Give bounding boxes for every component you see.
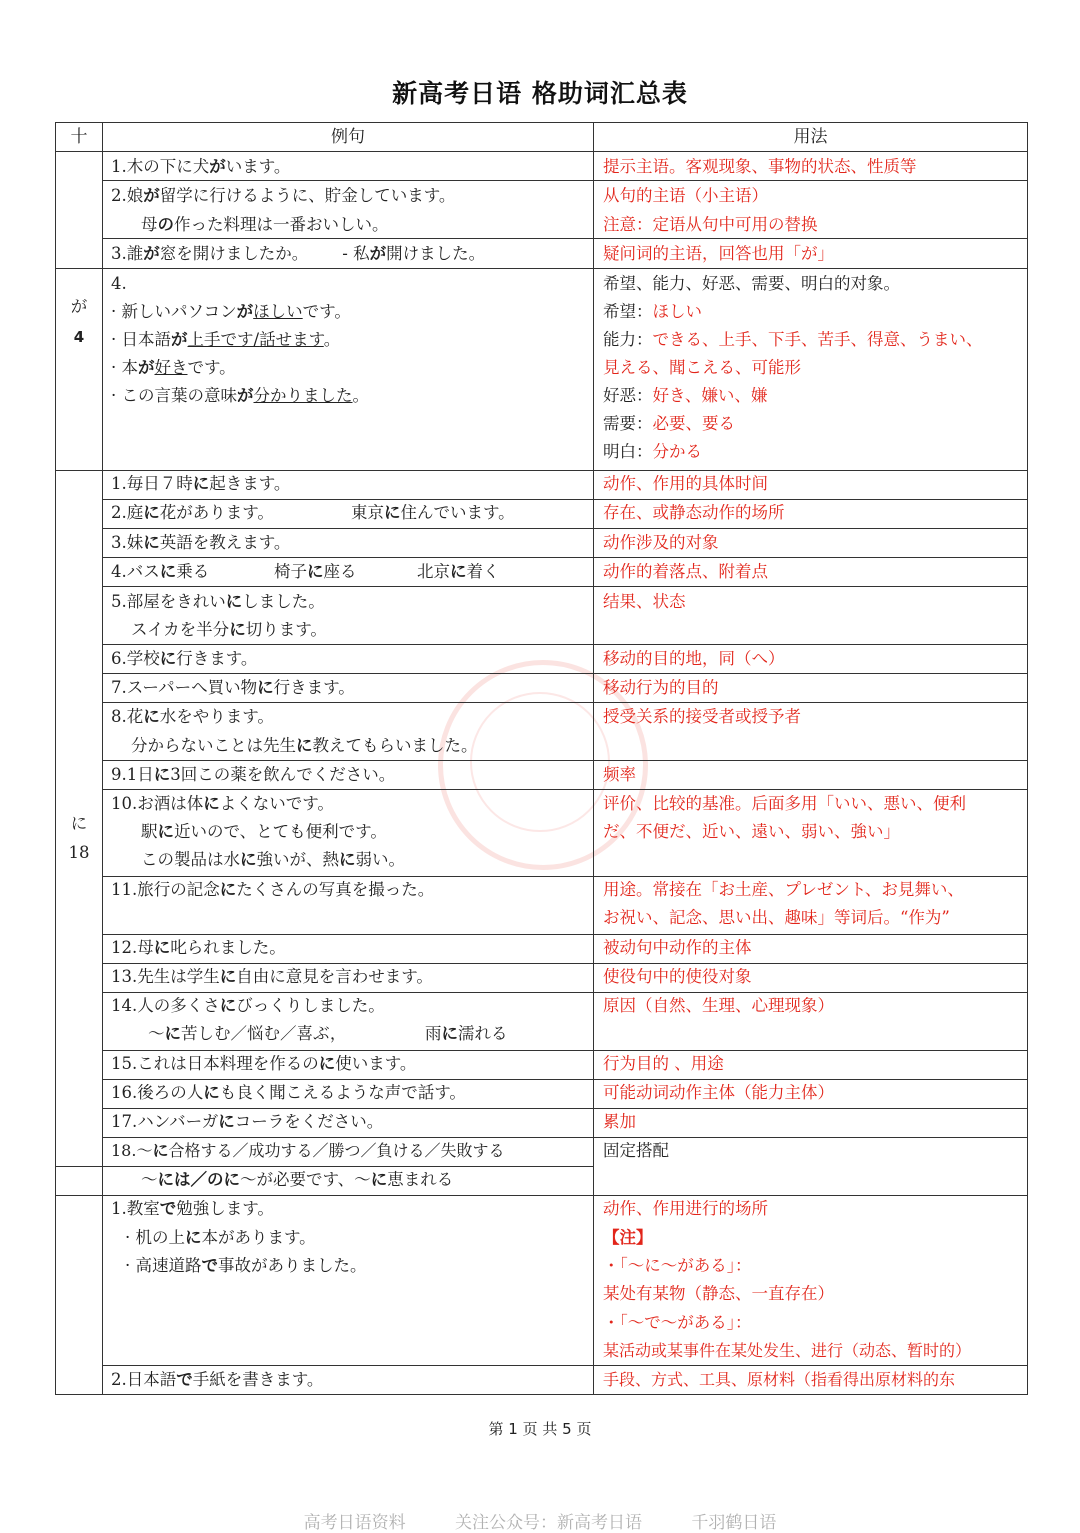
ni-example-14b: ～に苦しむ／悩む／喜ぶ， — [148, 1024, 347, 1043]
ni-example-11: 11.旅行の記念にたくさんの写真を撮った。 — [111, 880, 435, 899]
particle-ga: が — [70, 297, 88, 316]
ni-example-18b: ～には／のに～が必要です、～に恵まれる — [141, 1170, 454, 1189]
page-title: 新高考日语 格助词汇总表 — [392, 79, 688, 108]
header-usage: 用法 — [793, 127, 828, 147]
de-example-1b: · 高速道路で事故がありました。 — [125, 1256, 367, 1275]
ga-example-1: 1.木の下に犬がいます。 — [111, 157, 291, 176]
ni-usage-10b: だ、不便だ、近い、遠い、弱い、強い」 — [603, 822, 900, 841]
de-usage-1-line3: ・「～に～がある」： — [603, 1256, 752, 1275]
ga-example-4a: · 新しいパソコンがほしいです。 — [111, 302, 351, 321]
header-example: 例句 — [331, 127, 365, 147]
ni-example-17: 17.ハンバーガにコーラをください。 — [111, 1112, 384, 1131]
ni-example-4b: 椅子に座る — [274, 562, 357, 581]
ni-usage-11: 用途。常接在「お土産、プレゼント、お見舞い、 — [603, 880, 964, 899]
ni-usage-10: 评价、比较的基准。后面多用「いい、悪い、便利 — [603, 794, 966, 813]
ni-usage-7: 移动行为的目的 — [603, 678, 719, 697]
ni-example-8b: 分からないことは先生に教えてもらいました。 — [131, 736, 478, 755]
particle-ga-count: 4 — [73, 328, 85, 346]
ga-usage-4-line4: 見える、聞こえる、可能形 — [603, 358, 801, 377]
ni-example-14c: 雨に濡れる — [425, 1024, 508, 1043]
header-col1: 十 — [70, 127, 88, 147]
bottom-bar-item-3: 千羽鹤日语 — [691, 1513, 777, 1533]
ni-usage-12: 被动句中动作的主体 — [603, 938, 752, 957]
ni-example-1: 1.毎日７時に起きます。 — [111, 474, 291, 493]
ga-usage-4-line2: 希望：ほしい — [603, 302, 702, 321]
ni-example-10c: この製品は水に強いが、熱に弱い。 — [141, 850, 405, 869]
ni-usage-1: 动作、作用的具体时间 — [603, 474, 768, 493]
ni-example-10: 10.お酒は体によくないです。 — [111, 794, 334, 813]
ni-example-5: 5.部屋をきれいにしました。 — [111, 592, 325, 611]
ni-example-3: 3.妹に英語を教えます。 — [111, 533, 291, 552]
de-example-2: 2.日本語で手紙を書きます。 — [111, 1370, 324, 1389]
ni-usage-14: 原因（自然、生理、心理现象） — [603, 996, 834, 1015]
ni-example-4c: 北京に着く — [417, 562, 500, 581]
ni-usage-17: 累加 — [603, 1112, 636, 1131]
bottom-bar-item-2: 关注公众号：新高考日语 — [455, 1513, 642, 1533]
ni-usage-5: 结果、状态 — [603, 592, 686, 611]
de-usage-1-line6: 某活动或某事件在某处发生、进行（动态、暂时的） — [603, 1341, 972, 1360]
bottom-bar-item-1: 高考日语资料 — [303, 1513, 406, 1533]
ga-usage-3: 疑问词的主语，回答也用「が」 — [603, 244, 834, 263]
ni-example-6: 6.学校に行きます。 — [111, 649, 258, 668]
ga-example-4b: · 日本語が上手です/話せます。 — [111, 330, 341, 349]
ga-example-4d: · この言葉の意味が分かりました。 — [111, 386, 369, 405]
ni-example-9: 9.1日に3回この薬を飲んでください。 — [111, 765, 396, 784]
ga-example-3: 3.誰が窓を開けましたか。 - 私が開けました。 — [111, 244, 486, 263]
ni-usage-11b: お祝い、記念、思い出、趣味」等词后。“作为” — [603, 908, 950, 927]
ni-example-14: 14.人の多くさにびっくりしました。 — [111, 996, 385, 1015]
ni-example-18: 18.～に合格する／成功する／勝つ／負ける／失敗する — [111, 1141, 505, 1160]
ga-example-2b: 母の作った料理は一番おいしい。 — [141, 215, 389, 234]
ni-usage-6: 移动的目的地，同（へ） — [603, 649, 785, 668]
ga-usage-2: 从句的主语（小主语） — [603, 186, 768, 205]
ni-example-15: 15.これは日本料理を作るのに使います。 — [111, 1054, 417, 1073]
ga-usage-4-line7: 明白：分かる — [603, 442, 702, 461]
ni-example-13: 13.先生は学生に自由に意見を言わせます。 — [111, 967, 433, 986]
ni-usage-18: 固定搭配 — [603, 1141, 669, 1160]
ni-example-12: 12.母に叱られました。 — [111, 938, 286, 957]
ni-example-7: 7.スーパーへ買い物に行きます。 — [111, 678, 355, 697]
ni-usage-15: 行为目的 、用途 — [603, 1054, 724, 1073]
ni-example-5b: スイカを半分に切ります。 — [131, 620, 327, 639]
ga-example-2: 2.娘が留学に行けるように、貯金しています。 — [111, 186, 456, 205]
de-example-1a: · 机の上に本があります。 — [125, 1228, 316, 1247]
ni-example-4: 4.バスに乗る — [111, 562, 210, 581]
ni-usage-4: 动作的着落点、附着点 — [603, 562, 768, 581]
ni-usage-8: 授受关系的接受者或授予者 — [603, 707, 801, 726]
ni-usage-16: 可能动词动作主体（能力主体） — [603, 1083, 834, 1102]
ni-usage-2: 存在、或静态动作的场所 — [603, 503, 785, 522]
de-usage-1-line5: ・「～で～がある」： — [603, 1313, 752, 1332]
ni-example-10b: 駅に近いので、とても便利です。 — [141, 822, 387, 841]
page-number: 第 1 页 共 5 页 — [488, 1420, 592, 1438]
de-usage-1-line1: 动作、作用进行的场所 — [603, 1199, 768, 1218]
ga-example-4-num: 4. — [111, 274, 127, 293]
de-usage-1-note: 【注】 — [603, 1228, 653, 1247]
particle-ni: に — [70, 814, 88, 833]
de-usage-2: 手段、方式、工具、原材料（指看得出原材料的东 — [603, 1370, 956, 1389]
particle-ni-count: 18 — [68, 843, 90, 862]
ga-usage-2b: 注意：定语从句中可用の替换 — [603, 215, 818, 234]
ni-example-2: 2.庭に花があります。 — [111, 503, 274, 522]
ni-example-2b: 東京に住んでいます。 — [351, 503, 515, 522]
ga-usage-1: 提示主语。客观现象、事物的状态、性质等 — [603, 157, 917, 176]
ga-usage-4-line6: 需要：必要、要る — [603, 414, 735, 433]
ni-example-16: 16.後ろの人にも良く聞こえるような声で話す。 — [111, 1083, 466, 1102]
ga-usage-4-line1: 希望、能力、好恶、需要、明白的对象。 — [603, 274, 900, 293]
bottom-bar — [0, 1508, 1080, 1533]
ni-example-8: 8.花に水をやります。 — [111, 707, 274, 726]
de-example-1: 1.教室で勉強します。 — [111, 1199, 274, 1218]
ni-usage-9: 频率 — [603, 765, 636, 784]
ga-example-4c: · 本が好きです。 — [111, 358, 236, 377]
de-usage-1-line4: 某处有某物（静态、一直存在） — [603, 1284, 834, 1303]
ni-usage-3: 动作涉及的对象 — [603, 533, 719, 552]
ga-usage-4-line3: 能力：できる、上手、下手、苦手、得意、うまい、 — [603, 330, 983, 349]
ga-usage-4-line5: 好恶：好き、嫌い、嫌 — [603, 386, 768, 405]
ni-usage-13: 使役句中的使役对象 — [603, 967, 752, 986]
